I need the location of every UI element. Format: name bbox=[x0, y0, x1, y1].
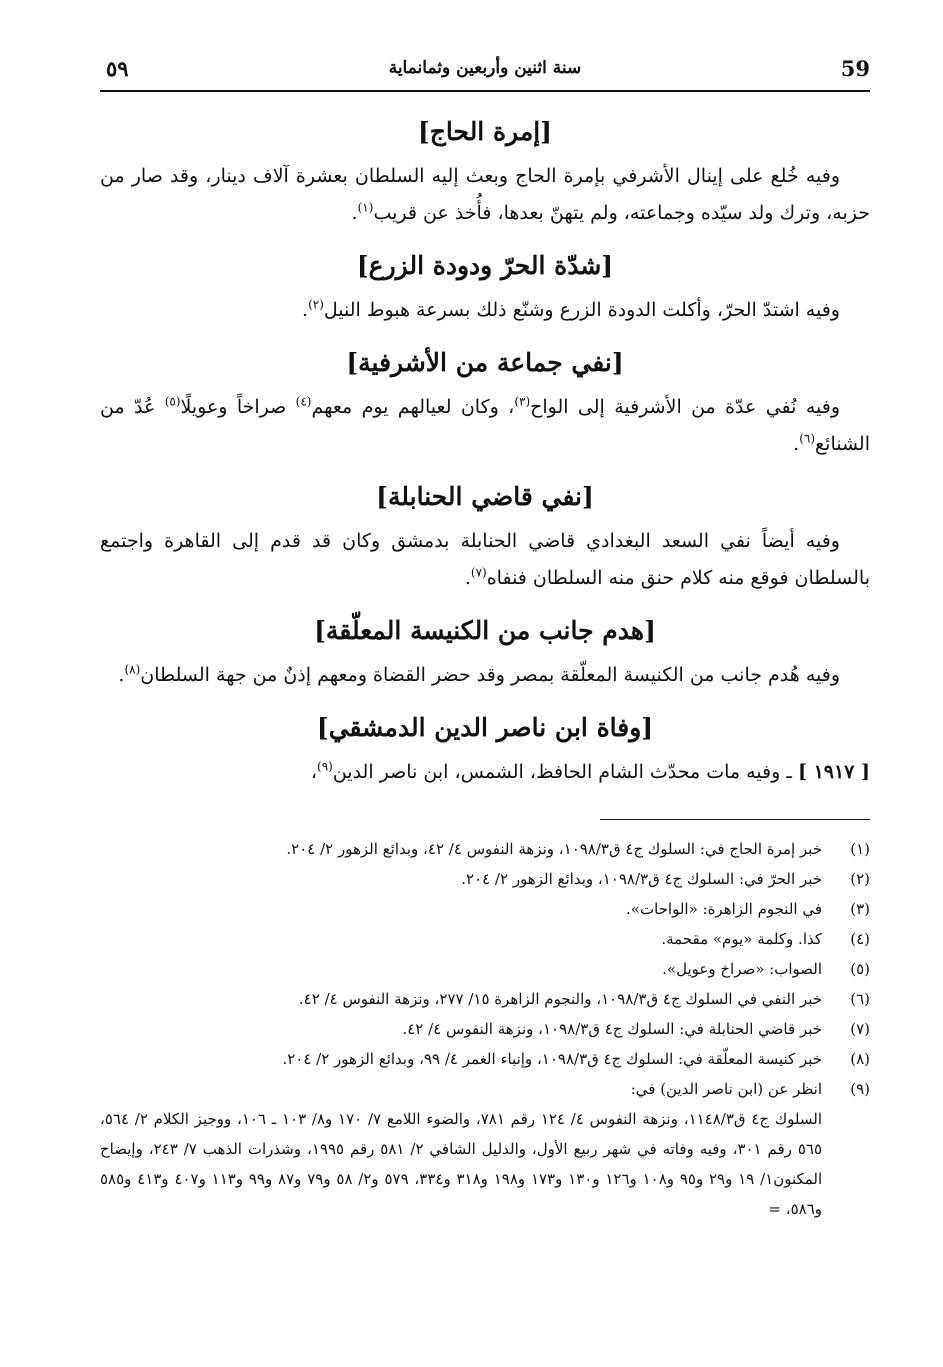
paragraph-tail: . bbox=[464, 567, 471, 589]
page-number-arabic: ٥٩ bbox=[106, 56, 129, 81]
footnote-text-block bbox=[100, 1074, 822, 1224]
section-exile-ashrafiyya bbox=[100, 345, 870, 463]
paragraph-tail: . bbox=[351, 202, 358, 224]
footnote-text: خبر الحرّ في: السلوك ج٤ ق١٠٩٨/٣، وبدائع الزهور ٢/ ٢٠٤. bbox=[461, 870, 822, 888]
section-heading: [نفي قاضي الحنابلة] bbox=[376, 482, 594, 511]
footnote-item bbox=[100, 954, 870, 984]
section-heading: [وفاة ابن ناصر الدين الدمشقي] bbox=[316, 713, 654, 742]
footnote-number: (٩) bbox=[850, 1080, 870, 1098]
page-header bbox=[100, 50, 870, 92]
footnote-item bbox=[100, 1014, 870, 1044]
section-hajj-command bbox=[100, 114, 870, 232]
paragraph-text: وفيه اشتدّ الحرّ، وأكلت الدودة الزرع وشنّع ذلك بسرعة هبوط النيل bbox=[323, 299, 840, 321]
footnote-item bbox=[100, 1044, 870, 1074]
section-paragraph bbox=[100, 389, 870, 463]
section-paragraph bbox=[100, 158, 870, 232]
section-hanging-church bbox=[100, 613, 870, 694]
section-paragraph bbox=[100, 292, 870, 329]
book-page bbox=[100, 50, 870, 1224]
footnote-divider bbox=[600, 819, 870, 820]
footnote-text: الصواب: «صراخ وعويل». bbox=[662, 960, 822, 978]
footnote-item bbox=[100, 924, 870, 954]
paragraph-tail: . bbox=[118, 664, 125, 686]
footnote-marker[interactable]: (٥) bbox=[164, 394, 181, 409]
section-heading: [إمرة الحاج] bbox=[417, 117, 553, 146]
section-heading: [هدم جانب من الكنيسة المعلّقة] bbox=[314, 616, 656, 645]
page-number-latin: 59 bbox=[840, 56, 870, 81]
footnote-marker[interactable]: (٤) bbox=[295, 394, 312, 409]
footnote-text: انظر عن (ابن ناصر الدين) في: bbox=[630, 1080, 822, 1098]
footnote-number: (٢) bbox=[850, 870, 870, 888]
footnote-number: (٧) bbox=[850, 1020, 870, 1038]
footnotes bbox=[100, 834, 870, 1224]
footnote-text: خبر قاضي الحنابلة في: السلوك ج٤ ق١٠٩٨/٣، ونزهة النفوس ٤/ ٤٢. bbox=[402, 1020, 822, 1038]
section-heat-and-worm bbox=[100, 248, 870, 329]
footnote-number: (١) bbox=[850, 840, 870, 858]
footnote-text: خبر النفي في السلوك ج٤ ق١٠٩٨/٣، والنجوم الزاهرة ١٥/ ٢٧٧، ونزهة النفوس ٤/ ٤٢. bbox=[298, 990, 822, 1008]
section-exile-hanbali-judge bbox=[100, 479, 870, 597]
footnote-marker[interactable]: (٣) bbox=[514, 394, 531, 409]
footnote-item bbox=[100, 1074, 870, 1224]
footnote-number: (٤) bbox=[850, 930, 870, 948]
footnote-number: (٥) bbox=[850, 960, 870, 978]
section-death-ibn-nasir-al-din bbox=[100, 710, 870, 791]
section-heading: [نفي جماعة من الأشرفية] bbox=[346, 348, 624, 377]
paragraph-tail: . bbox=[302, 299, 309, 321]
section-paragraph bbox=[100, 657, 870, 694]
paragraph-text: وفيه أيضاً نفي السعد البغدادي قاضي الحنابلة بدمشق وكان قد قدم إلى القاهرة واجتمع بالسلطان فوقع منه كلام حنق منه السلطان فنفاه bbox=[100, 530, 870, 589]
footnote-marker[interactable]: (٩) bbox=[317, 759, 333, 774]
footnote-marker[interactable]: (١) bbox=[357, 200, 374, 215]
footnote-number: (٣) bbox=[850, 900, 870, 918]
footnote-text: كذا. وكلمة «يوم» مقحمة. bbox=[661, 930, 822, 948]
footnote-number: (٦) bbox=[850, 990, 870, 1008]
paragraph-text: وفيه خُلع على إينال الأشرفي بإمرة الحاج وبعث إليه السلطان بعشرة آلاف دينار، وقد صار من حزبه، وترك ولد سيّده وجماعته، ولم يتهنّ بعدها، فأُخذ عن قريب bbox=[100, 165, 870, 224]
footnote-marker[interactable]: (٧) bbox=[470, 565, 487, 580]
paragraph-text: وفيه نُفي عدّة من الأشرفية إلى الواح bbox=[530, 396, 840, 418]
footnote-text: في النجوم الزاهرة: «الواحات». bbox=[626, 900, 822, 918]
paragraph-text: ، وكان لعيالهم يوم معهم bbox=[311, 396, 515, 418]
footnote-item bbox=[100, 864, 870, 894]
footnote-item bbox=[100, 894, 870, 924]
footnote-marker[interactable]: (٨) bbox=[124, 662, 141, 677]
paragraph-text: عُدّ من الشنائع bbox=[100, 396, 870, 455]
footnote-item bbox=[100, 984, 870, 1014]
entry-number: [ ١٩١٧ ] bbox=[797, 761, 870, 783]
section-paragraph bbox=[100, 523, 870, 597]
paragraph-tail: ، bbox=[310, 761, 317, 783]
footnote-number: (٨) bbox=[850, 1050, 870, 1068]
section-heading: [شدّة الحرّ ودودة الزرع] bbox=[356, 251, 614, 280]
paragraph-text: صراخاً وعويلًا bbox=[180, 396, 296, 418]
paragraph-text: وفيه هُدم جانب من الكنيسة المعلّقة بمصر وقد حضر القضاة ومعهم إذنٌ من جهة السلطان bbox=[140, 664, 840, 686]
footnote-marker[interactable]: (٦) bbox=[799, 431, 816, 446]
footnote-text: خبر كنيسة المعلّقة في: السلوك ج٤ ق١٠٩٨/٣، وإنباء الغمر ٤/ ٩٩، وبدائع الزهور ٢/ ٢٠٤. bbox=[282, 1050, 822, 1068]
section-paragraph bbox=[100, 754, 870, 791]
footnote-item bbox=[100, 834, 870, 864]
main-text bbox=[100, 114, 870, 791]
footnote-continuation: السلوك ج٤ ق١١٤٨/٣، ونزهة النفوس ٤/ ١٢٤ رقم ٧٨١، والضوء اللامع ٧/ ١٧٠ و٨/ ١٠٣ ـ ١٠٦، ووجيز الكلام ٢/ ٥٦٤، ٥٦٥ رقم ٣٠١، وفيه وفاته في شهر ربيع الأول، والدليل الشافي ٢/ ٥٨١ رقم ١٩٩٥، وشذرات الذهب ٧/ ٢٤٣، وإيضاح المكنون١/ ١٩ و٢٩ و٩٥ و١٠٨ و١٢٦ و١٣٠ و١٧٣ و١٩٨ و٣١٨ و٣٣٤، ٥٧٩ و٢/ ٥٨ و٧٩ و٨٧ و٩٩ و١١٣ و٤٠٧ و٤١٣ و٥٨٥ و٥٨٦، = bbox=[100, 1110, 823, 1218]
paragraph-tail: . bbox=[793, 433, 800, 455]
footnote-text: خبر إمرة الحاج في: السلوك ج٤ ق١٠٩٨/٣، ونزهة النفوس ٤/ ٤٢، وبدائع الزهور ٢/ ٢٠٤. bbox=[286, 840, 822, 858]
paragraph-text: ـ وفيه مات محدّث الشام الحافظ، الشمس، ابن ناصر الدين bbox=[332, 761, 798, 783]
footnote-marker[interactable]: (٢) bbox=[308, 297, 324, 312]
running-title: سنة اثنين وأربعين وثمانماية bbox=[388, 58, 582, 78]
